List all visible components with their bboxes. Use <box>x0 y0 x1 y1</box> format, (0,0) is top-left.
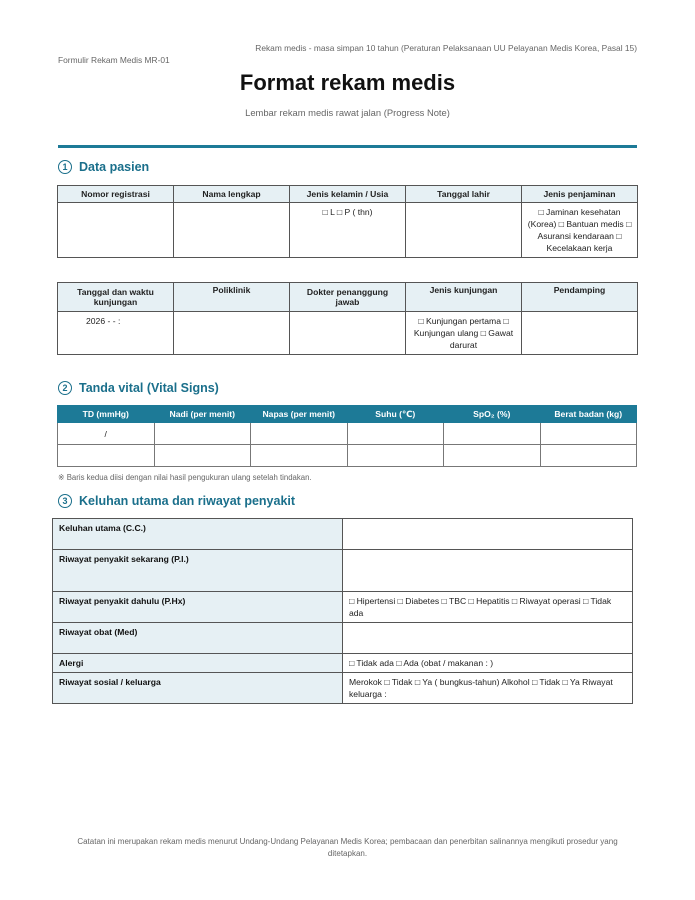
visit-data-table <box>57 282 638 355</box>
chief-complaint-field[interactable] <box>343 519 633 550</box>
allergy-field[interactable]: □ Tidak ada □ Ada (obat / makanan : ) <box>343 654 633 673</box>
registration-number-field[interactable] <box>58 203 174 258</box>
row-label: Keluhan utama (C.C.) <box>53 519 343 550</box>
weight-field[interactable] <box>540 423 637 445</box>
section-number-badge: 3 <box>58 494 72 508</box>
present-illness-field[interactable] <box>343 550 633 592</box>
insurance-type-field[interactable]: □ Jaminan kesehatan (Korea) □ Bantuan medis □ Asuransi kendaraan □ Kecelakaan kerja <box>522 203 638 258</box>
medication-history-field[interactable] <box>343 623 633 654</box>
table-row <box>58 423 637 445</box>
page-title: Format rekam medis <box>239 70 456 95</box>
table-row <box>53 654 633 673</box>
section-heading-patient-data <box>58 160 149 174</box>
column-header: Pendamping <box>522 283 638 312</box>
visit-datetime-field[interactable]: 2026 - - : <box>58 312 174 355</box>
column-header: Jenis kunjungan <box>406 283 522 312</box>
vital-signs-note: ※ Baris kedua diisi dengan nilai hasil pengukuran ulang setelah tindakan. <box>58 473 312 482</box>
temperature-field[interactable] <box>347 445 444 467</box>
column-header: TD (mmHg) <box>58 406 155 423</box>
blood-pressure-field[interactable]: / <box>58 423 155 445</box>
sex-age-field[interactable]: □ L □ P ( thn) <box>290 203 406 258</box>
visit-type-field[interactable]: □ Kunjungan pertama □ Kunjungan ulang □ Gawat darurat <box>406 312 522 355</box>
row-label: Riwayat obat (Med) <box>53 623 343 654</box>
table-row <box>53 519 633 550</box>
patient-data-table <box>57 185 638 258</box>
attending-doctor-field[interactable] <box>290 312 406 355</box>
temperature-field[interactable] <box>347 423 444 445</box>
column-header: Nomor registrasi <box>58 186 174 203</box>
full-name-field[interactable] <box>174 203 290 258</box>
row-label: Alergi <box>53 654 343 673</box>
respiration-field[interactable] <box>251 445 348 467</box>
row-label: Riwayat sosial / keluarga <box>53 673 343 704</box>
column-header: Nadi (per menit) <box>154 406 251 423</box>
table-row <box>53 623 633 654</box>
section-title: Data pasien <box>79 160 150 174</box>
section-title: Tanda vital (Vital Signs) <box>79 381 219 395</box>
column-header: Poliklinik <box>174 283 290 312</box>
companion-field[interactable] <box>522 312 638 355</box>
row-label: Riwayat penyakit dahulu (P.Hx) <box>53 592 343 623</box>
weight-field[interactable] <box>540 445 637 467</box>
column-header: SpO₂ (%) <box>444 406 541 423</box>
page-subtitle: Lembar rekam medis rawat jalan (Progress Note) <box>245 107 450 118</box>
header-divider <box>58 145 637 148</box>
column-header: Dokter penanggung jawab <box>290 283 406 312</box>
section-number-badge: 2 <box>58 381 72 395</box>
section-heading-vital-signs <box>58 381 219 395</box>
section-heading-complaint-history <box>58 494 295 508</box>
table-header-row <box>58 283 638 312</box>
vital-signs-table <box>57 405 637 467</box>
table-row <box>58 203 638 258</box>
footer-note: Catatan ini merupakan rekam medis menurut Undang-Undang Pelayanan Medis Korea; pembacaan dan penerbitan salinannya mengikuti prosedur yang ditetapkan. <box>77 837 618 858</box>
spo2-field[interactable] <box>444 423 541 445</box>
table-row <box>53 673 633 704</box>
column-header: Tanggal dan waktu kunjungan <box>58 283 174 312</box>
birth-date-field[interactable] <box>406 203 522 258</box>
table-row <box>53 550 633 592</box>
retention-note: Rekam medis - masa simpan 10 tahun (Peraturan Pelaksanaan UU Pelayanan Medis Korea, Pasal 15) <box>255 43 637 53</box>
table-header-row <box>58 406 637 423</box>
column-header: Jenis kelamin / Usia <box>290 186 406 203</box>
table-header-row <box>58 186 638 203</box>
pulse-field[interactable] <box>154 423 251 445</box>
clinic-field[interactable] <box>174 312 290 355</box>
column-header: Tanggal lahir <box>406 186 522 203</box>
complaint-history-table <box>52 518 633 704</box>
form-number: Formulir Rekam Medis MR-01 <box>58 55 170 65</box>
table-row <box>53 592 633 623</box>
pulse-field[interactable] <box>154 445 251 467</box>
table-row <box>58 312 638 355</box>
spo2-field[interactable] <box>444 445 541 467</box>
row-label: Riwayat penyakit sekarang (P.I.) <box>53 550 343 592</box>
respiration-field[interactable] <box>251 423 348 445</box>
column-header: Nama lengkap <box>174 186 290 203</box>
column-header: Jenis penjaminan <box>522 186 638 203</box>
column-header: Berat badan (kg) <box>540 406 637 423</box>
table-row <box>58 445 637 467</box>
section-number-badge: 1 <box>58 160 72 174</box>
social-family-history-field[interactable]: Merokok □ Tidak □ Ya ( bungkus-tahun) Alkohol □ Tidak □ Ya Riwayat keluarga : <box>343 673 633 704</box>
blood-pressure-field[interactable] <box>58 445 155 467</box>
past-history-field[interactable]: □ Hipertensi □ Diabetes □ TBC □ Hepatitis □ Riwayat operasi □ Tidak ada <box>343 592 633 623</box>
section-title: Keluhan utama dan riwayat penyakit <box>79 494 296 508</box>
column-header: Suhu (℃) <box>347 406 444 423</box>
column-header: Napas (per menit) <box>251 406 348 423</box>
